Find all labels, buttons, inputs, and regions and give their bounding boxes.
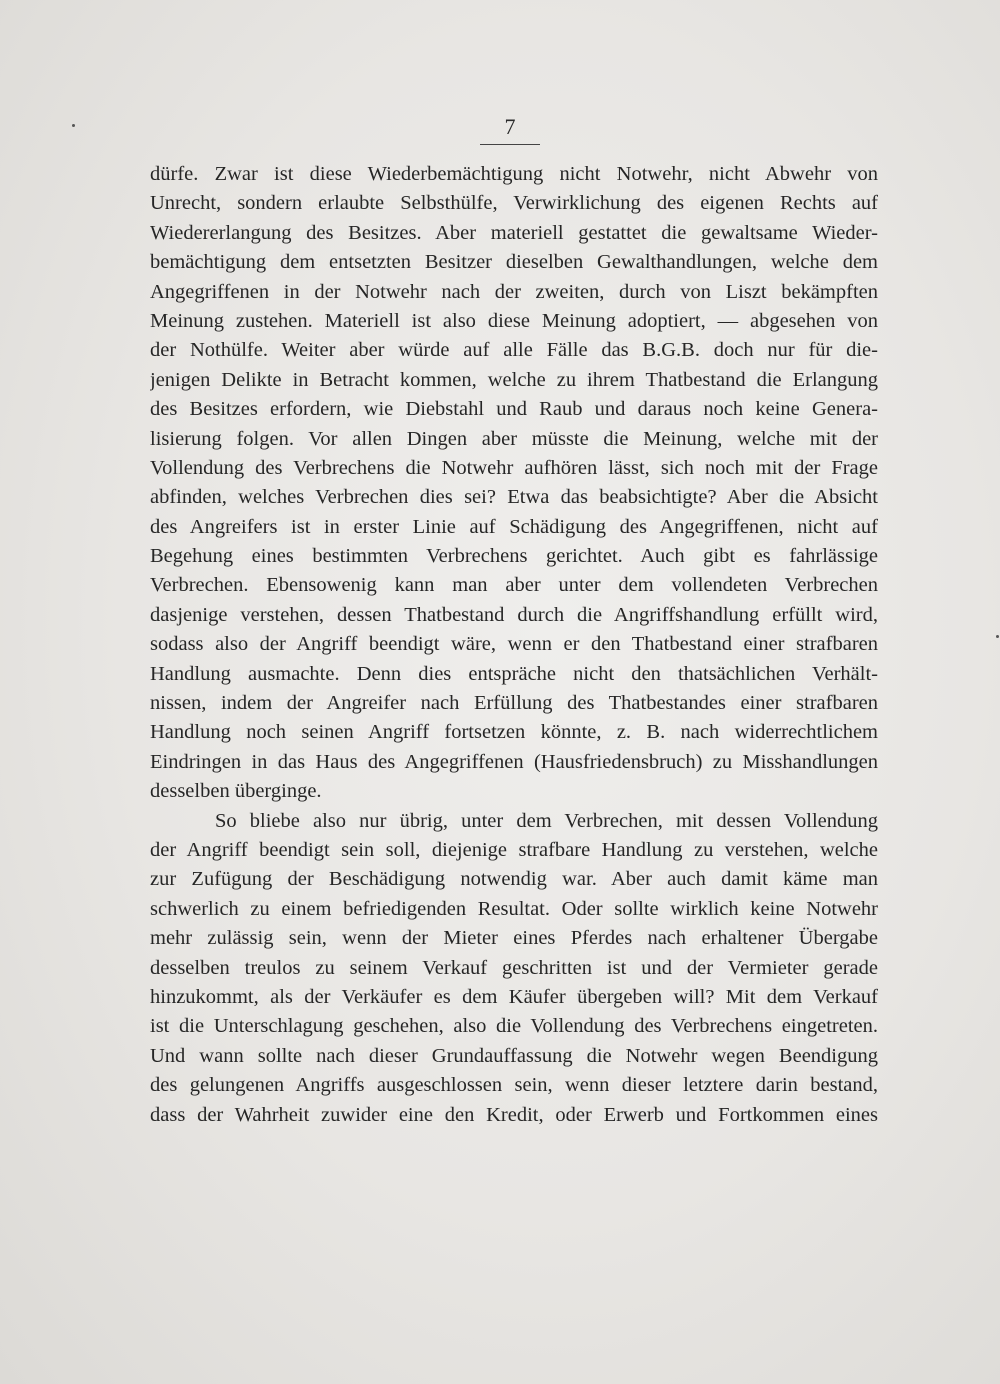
text-line: Handlung ausmachte. Denn dies entspräche nicht den thatsächlichen Verhält- [150,662,878,685]
paragraph [150,160,878,807]
text-line: bemächtigung dem entsetzten Besitzer dieselben Gewalthandlungen, welche dem [150,251,878,274]
text-line: Vollendung des Verbrechens die Notwehr aufhören lässt, sich noch mit der Frage [150,456,878,479]
page-number: 7 [480,114,540,145]
text-line: dass der Wahrheit zuwider eine den Kredit, oder Erwerb und Fortkommen eines [150,1103,878,1126]
text-line: des gelungenen Angriffs ausgeschlossen sein, wenn dieser letztere darin bestand, [150,1074,878,1097]
text-line: Meinung zustehen. Materiell ist also diese Meinung adoptiert, — abgesehen von [150,309,878,332]
text-line: hinzukommt, als der Verkäufer es dem Käufer übergeben will? Mit dem Verkauf [150,985,878,1008]
paragraph [150,807,878,1130]
text-line: nissen, indem der Angreifer nach Erfüllung des Thatbestandes einer strafbaren [150,692,878,715]
text-line: zur Zufügung der Beschädigung notwendig war. Aber auch damit käme man [150,868,878,891]
text-line: dürfe. Zwar ist diese Wiederbemächtigung nicht Notwehr, nicht Abwehr von [150,163,878,185]
text-line: des Angreifers ist in erster Linie auf Schädigung des Angegriffenen, nicht auf [150,515,878,538]
text-line: des Besitzes erfordern, wie Diebstahl und Raub und daraus noch keine Genera- [150,398,878,421]
text-line: der Nothülfe. Weiter aber würde auf alle Fälle das B.G.B. doch nur für die- [150,339,878,362]
text-line: der Angriff beendigt sein soll, diejenige strafbare Handlung zu verstehen, welche [150,838,878,861]
paper-speck [996,635,999,638]
text-line: desselben treulos zu seinem Verkauf geschritten ist und der Vermieter gerade [150,956,878,979]
text-line: So bliebe also nur übrig, unter dem Verbrechen, mit dessen Vollendung [215,809,878,832]
text-line: Angegriffenen in der Notwehr nach der zweiten, durch von Liszt bekämpften [150,280,878,303]
paper-speck [72,124,75,127]
text-line: Handlung noch seinen Angriff fortsetzen könnte, z. B. nach widerrechtlichem [150,721,878,744]
text-line: Begehung eines bestimmten Verbrechens gerichtet. Auch gibt es fahrlässige [150,545,878,568]
text-line: ist die Unterschlagung geschehen, also die Vollendung des Verbrechens eingetreten. [150,1015,878,1038]
text-line: lisierung folgen. Vor allen Dingen aber müsste die Meinung, welche mit der [150,427,878,450]
text-line: Unrecht, sondern erlaubte Selbsthülfe, Verwirklichung des eigenen Rechts auf [150,192,878,215]
text-line: Eindringen in das Haus des Angegriffenen (Hausfriedensbruch) zu Misshandlungen [150,750,878,773]
text-line: Und wann sollte nach dieser Grundauffassung die Notwehr wegen Beendigung [150,1044,878,1067]
text-line: abfinden, welches Verbrechen dies sei? Etwa das beabsichtigte? Aber die Absicht [150,486,878,509]
body-text [150,160,878,1130]
text-line: desselben überginge. [150,780,322,803]
text-line: mehr zulässig sein, wenn der Mieter eines Pferdes nach erhaltener Übergabe [150,927,878,950]
text-line: Wiedererlangung des Besitzes. Aber materiell gestattet die gewaltsame Wieder- [150,221,878,244]
text-line: schwerlich zu einem befriedigenden Resultat. Oder sollte wirklich keine Notwehr [150,897,878,920]
text-line: jenigen Delikte in Betracht kommen, welche zu ihrem Thatbestand die Erlangung [150,368,878,391]
text-line: dasjenige verstehen, dessen Thatbestand durch die Angriffshandlung erfüllt wird, [150,603,878,626]
text-line: Verbrechen. Ebensowenig kann man aber unter dem vollendeten Verbrechen [150,574,878,597]
text-line: sodass also der Angriff beendigt wäre, wenn er den Thatbestand einer strafbaren [150,633,878,656]
